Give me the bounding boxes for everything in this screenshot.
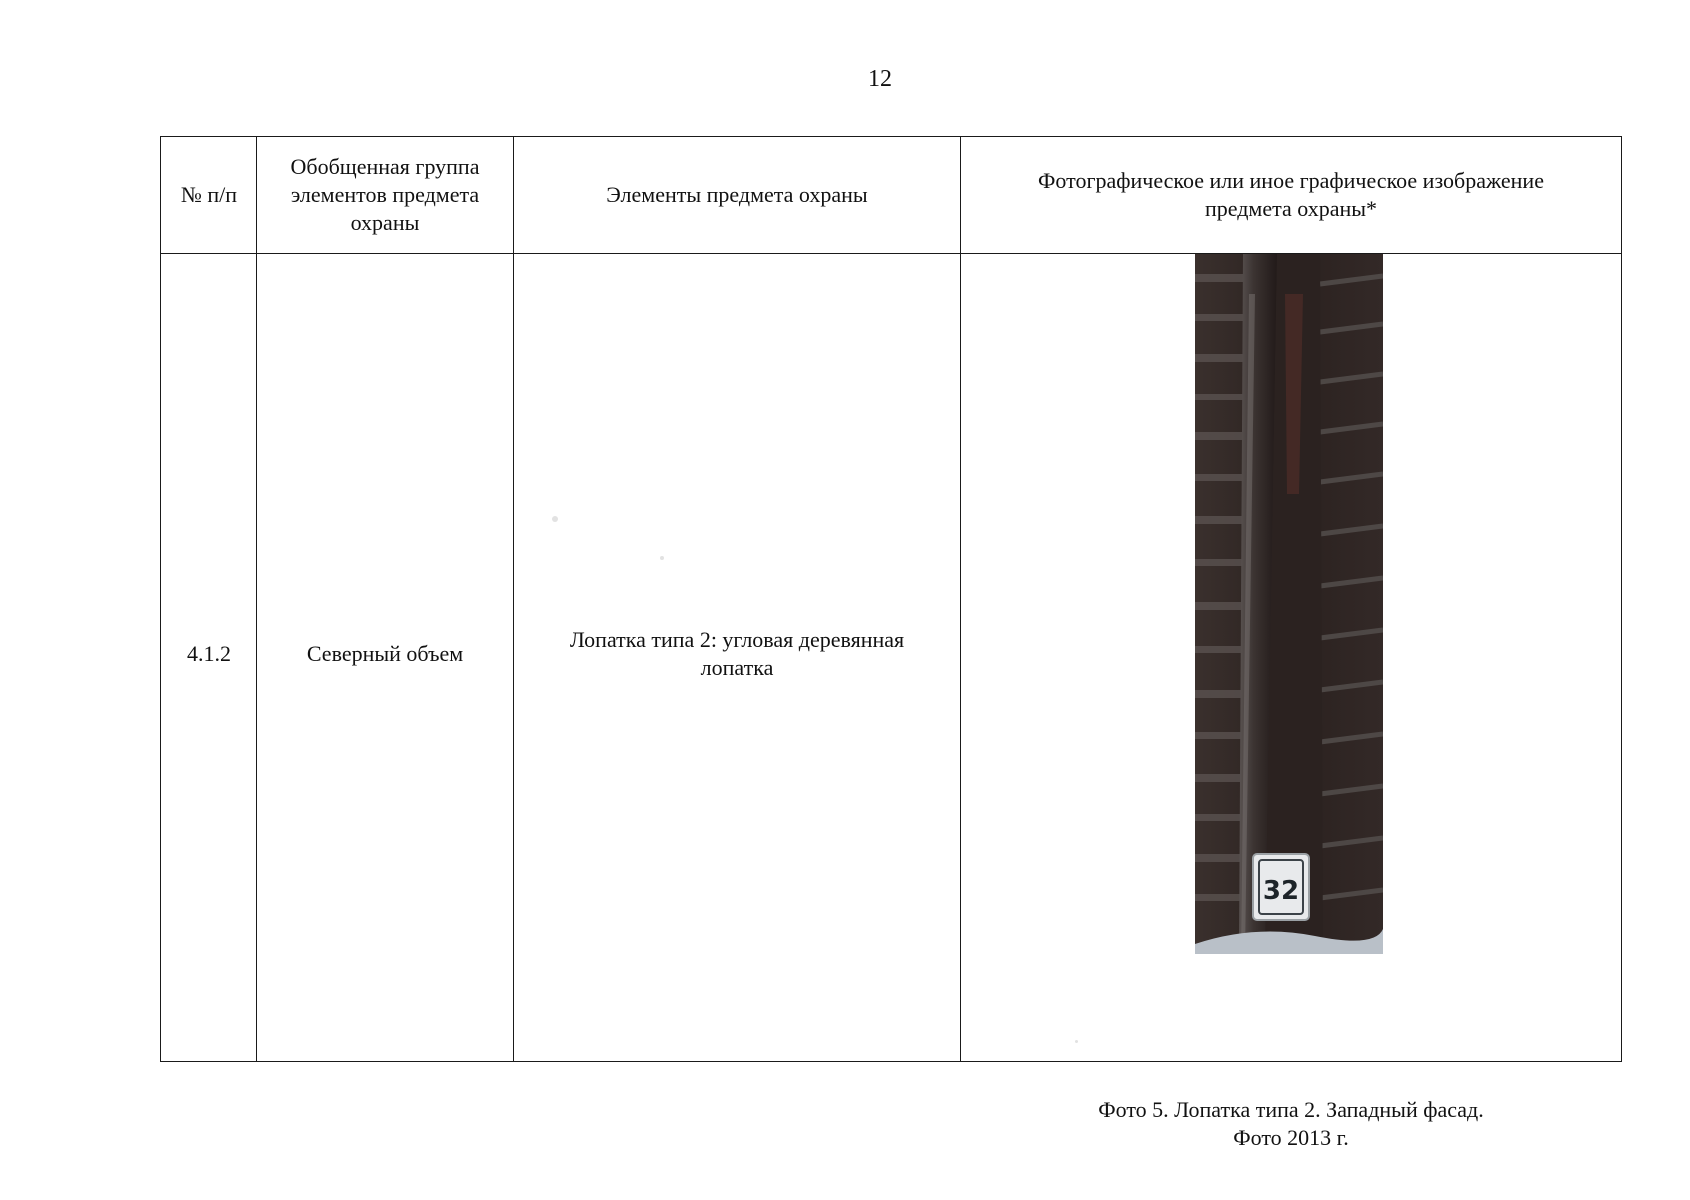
svg-text:32: 32 (1262, 876, 1300, 906)
header-image: Фотографическое или иное графическое изображение предмета охраны* (1038, 168, 1544, 221)
scan-artifact (1075, 1040, 1078, 1043)
photo-caption-line-1: Фото 5. Лопатка типа 2. Западный фасад. (1098, 1097, 1484, 1122)
house-number-plaque (1253, 854, 1309, 920)
row-element: Лопатка типа 2: угловая деревянная лопатка (569, 627, 905, 680)
header-group: Обобщенная группа элементов предмета охраны (290, 154, 480, 235)
photo-caption-line-2: Фото 2013 г. (1233, 1125, 1349, 1150)
wooden-pilaster-image (1195, 254, 1383, 954)
header-num: № п/п (180, 182, 238, 207)
facade-photo (1195, 254, 1383, 954)
photo-caption (961, 1096, 1621, 1152)
header-elements: Элементы предмета охраны (606, 182, 868, 207)
row-num: 4.1.2 (187, 641, 231, 666)
row-image-cell (961, 254, 1621, 1150)
page-number: 12 (868, 66, 892, 92)
row-group: Северный объем (306, 641, 464, 666)
scan-artifact (660, 556, 664, 560)
scan-artifact (552, 516, 558, 522)
protection-subject-table (160, 136, 1622, 1150)
